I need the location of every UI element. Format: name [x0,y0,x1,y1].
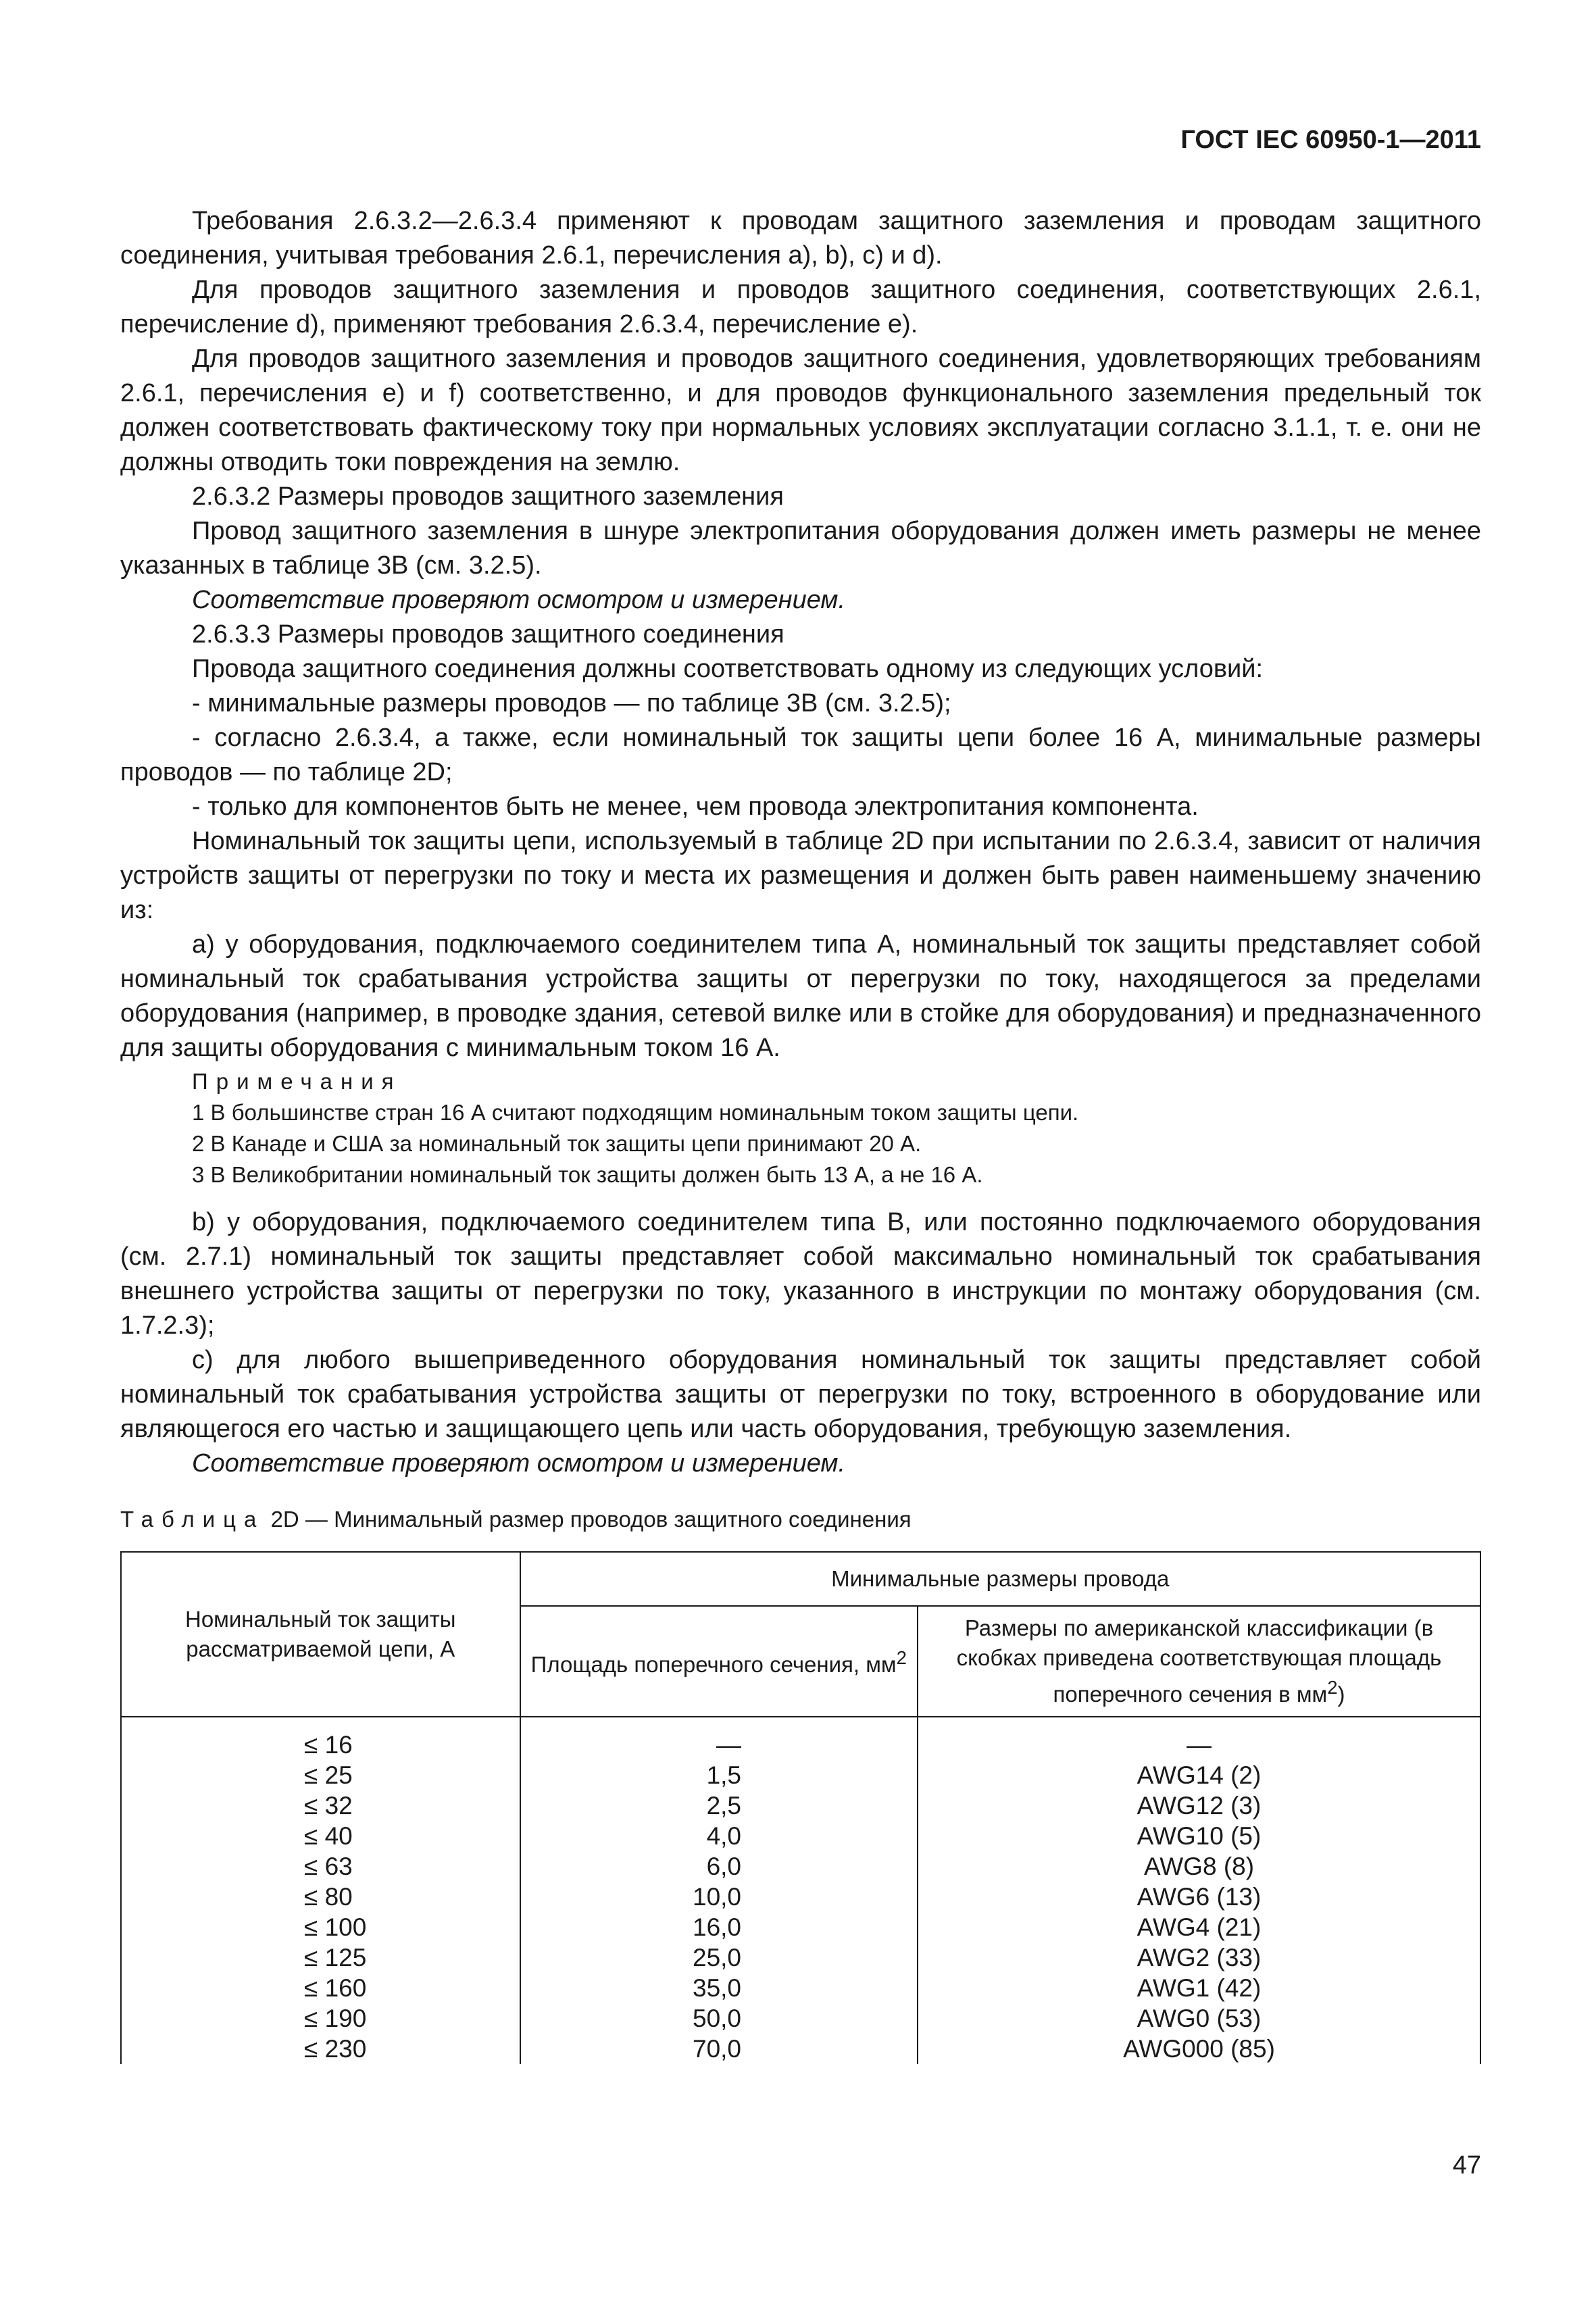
table-row [121,2003,1480,2034]
cell-awg: AWG1 (42) [918,1973,1480,2003]
section-heading: 2.6.3.3 Размеры проводов защитного соединения [192,620,784,649]
col-header-awg-sup: 2 [1327,1677,1338,1698]
list-item: - минимальные размеры проводов — по таблице 3В (см. 3.2.5); [192,689,951,718]
cell-current: ≤ 25 [121,1760,520,1790]
table-row [121,1973,1480,2003]
table-row [121,1760,1480,1790]
document-header: ГОСТ IEC 60950-1—2011 [1180,126,1481,154]
paragraph: а) у оборудования, подключаемого соединителем типа А, номинальный ток защиты представляет собой номинальный ток срабатывания устройства защиты от перегрузки по току, находящегося за пределами оборудования (например, в проводке здания, сетевой вилке или в стойке для оборудования) и предназначенного для защиты оборудования с минимальным током 16 А. [120,930,1481,1062]
col-header-awg [918,1606,1480,1717]
cell-current: ≤ 16 [121,1717,520,1760]
notes-block [192,1066,1476,1190]
table-row [121,1942,1480,1973]
col-header-area [520,1606,918,1717]
cell-current: ≤ 80 [121,1882,520,1912]
cell-area: 50,0 [520,2003,918,2034]
body-text-block-2 [120,1205,1481,1481]
cell-awg: AWG6 (13) [918,1882,1480,1912]
cell-area: — [520,1717,918,1760]
table-row [121,1790,1480,1821]
paragraph: Провода защитного соединения должны соответствовать одному из следующих условий: [192,655,1264,683]
table-body [121,1717,1480,2064]
body-text-block [120,204,1481,1065]
col-header-area-sup: 2 [896,1647,907,1668]
cell-current: ≤ 125 [121,1942,520,1973]
cell-area: 10,0 [520,1882,918,1912]
paragraph: с) для любого вышеприведенного оборудования номинальный ток защиты представляет собой номинальный ток срабатывания устройства защиты от перегрузки по току, встроенного в оборудование или являющегося его частью и защищающего цепь или часть оборудования, требующую заземления. [120,1346,1481,1443]
table-row [121,1882,1480,1912]
note-item: 3 В Великобритании номинальный ток защиты должен быть 13 А, а не 16 А. [192,1162,983,1187]
list-item: - только для компонентов быть не менее, чем провода электропитания компонента. [192,793,1199,821]
cell-awg: AWG8 (8) [918,1851,1480,1882]
compliance-check: Соответствие проверяют осмотром и измерением. [192,1449,846,1478]
paragraph: Для проводов защитного заземления и проводов защитного соединения, удовлетворяющих требованиям 2.6.1, перечисления е) и f) соответственно, и для проводов функционального заземления предельный ток должен соответствовать фактическому току при нормальных условиях эксплуатации согласно 3.1.1, т. е. они не должны отводить токи повреждения на землю. [120,345,1481,476]
col-header-awg-text: Размеры по американской классификации (в скобках приведена соответствующая площадь поперечного сечения в мм [956,1615,1442,1707]
cell-current: ≤ 230 [121,2034,520,2064]
table-caption-text: 2D — Минимальный размер проводов защитного соединения [270,1507,912,1532]
cell-awg: — [918,1717,1480,1760]
table-row [121,1717,1480,1760]
table-2d [120,1551,1481,2064]
cell-area: 2,5 [520,1790,918,1821]
paragraph: Номинальный ток защиты цепи, используемый в таблице 2D при испытании по 2.6.3.4, зависит от наличия устройств защиты от перегрузки по току и места их размещения и должен быть равен наименьшему значению из: [120,827,1481,924]
cell-area: 70,0 [520,2034,918,2064]
list-item: - согласно 2.6.3.4, а также, если номинальный ток защиты цепи более 16 А, минимальные размеры проводов — по таблице 2D; [120,724,1481,786]
cell-current: ≤ 63 [121,1851,520,1882]
cell-area: 35,0 [520,1973,918,2003]
cell-area: 25,0 [520,1942,918,1973]
cell-area: 1,5 [520,1760,918,1790]
table-row [121,1912,1480,1942]
table-caption [120,1507,912,1532]
paragraph: Требования 2.6.3.2—2.6.3.4 применяют к проводам защитного заземления и проводам защитного соединения, учитывая требования 2.6.1, перечисления а), b), с) и d). [120,207,1481,270]
cell-awg: AWG10 (5) [918,1821,1480,1851]
table-row [121,2034,1480,2064]
table-row [121,1821,1480,1851]
cell-area: 4,0 [520,1821,918,1851]
cell-awg: AWG000 (85) [918,2034,1480,2064]
cell-current: ≤ 160 [121,1973,520,2003]
section-heading: 2.6.3.2 Размеры проводов защитного заземления [192,482,784,511]
cell-awg: AWG4 (21) [918,1912,1480,1942]
cell-awg: AWG14 (2) [918,1760,1480,1790]
table-row [121,1851,1480,1882]
table-caption-prefix: Таблица [120,1507,265,1532]
page-number: 47 [1452,2151,1481,2180]
group-header-min-sizes: Минимальные размеры провода [520,1552,1481,1606]
col-header-awg-close: ) [1337,1682,1345,1707]
paragraph: Для проводов защитного заземления и проводов защитного соединения, соответствующих 2.6.1, перечисление d), применяют требования 2.6.3.4, перечисление е). [120,276,1481,338]
cell-current: ≤ 190 [121,2003,520,2034]
note-item: 2 В Канаде и США за номинальный ток защиты цепи принимают 20 А. [192,1131,922,1156]
cell-current: ≤ 40 [121,1821,520,1851]
paragraph: b) у оборудования, подключаемого соединителем типа В, или постоянно подключаемого оборудования (см. 2.7.1) номинальный ток защиты представляет собой максимально номинальный ток срабатывания внешнего устройства защиты от перегрузки по току, указанного в инструкции по монтажу оборудования (см. 1.7.2.3); [120,1208,1481,1340]
cell-current: ≤ 100 [121,1912,520,1942]
notes-title: Примечания [192,1069,402,1094]
cell-awg: AWG12 (3) [918,1790,1480,1821]
cell-current: ≤ 32 [121,1790,520,1821]
cell-awg: AWG2 (33) [918,1942,1480,1973]
compliance-check: Соответствие проверяют осмотром и измерением. [192,586,846,614]
cell-area: 6,0 [520,1851,918,1882]
col-header-area-text: Площадь поперечного сечения, мм [530,1652,897,1677]
cell-area: 16,0 [520,1912,918,1942]
paragraph: Провод защитного заземления в шнуре электропитания оборудования должен иметь размеры не менее указанных в таблице 3В (см. 3.2.5). [120,517,1481,580]
col-header-current: Номинальный ток защиты рассматриваемой цепи, А [121,1552,520,1717]
note-item: 1 В большинстве стран 16 А считают подходящим номинальным током защиты цепи. [192,1100,1079,1125]
cell-awg: AWG0 (53) [918,2003,1480,2034]
